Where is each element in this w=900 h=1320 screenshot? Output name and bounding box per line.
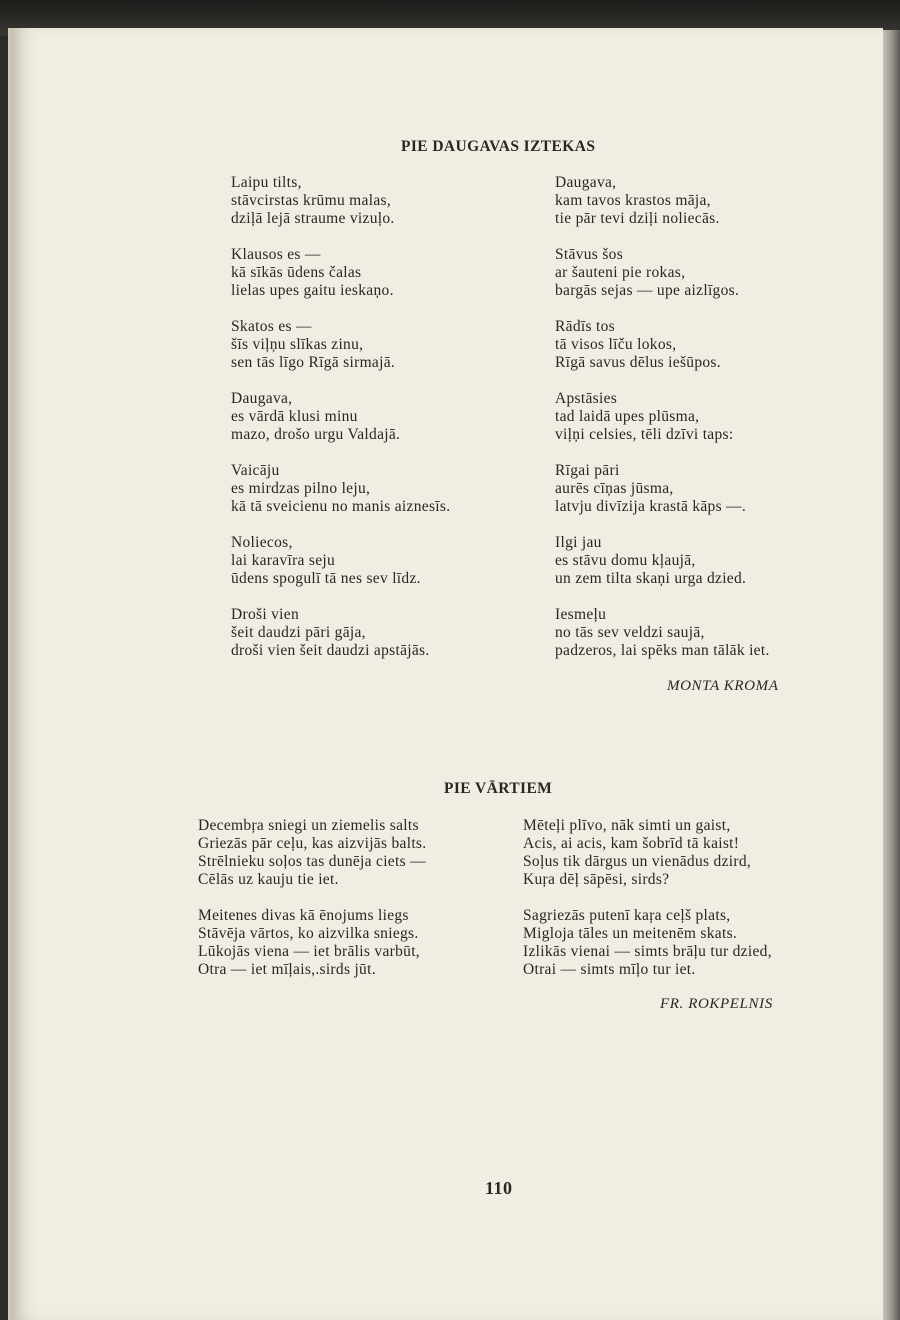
verse-line: Meitenes divas kā ēnojums liegs xyxy=(198,907,409,924)
stanza xyxy=(555,606,770,660)
verse-line: padzeros, lai spēks man tālāk iet. xyxy=(555,642,770,659)
verse-line: Iesmeļu xyxy=(555,606,607,623)
verse-line: kam tavos krastos māja, xyxy=(555,192,711,209)
book-page xyxy=(8,28,883,1320)
poem2-left-column xyxy=(198,817,426,997)
poem1-author: MONTA KROMA xyxy=(667,678,779,694)
stanza xyxy=(555,174,770,228)
verse-line: Soļus tik dārgus un vienādus dzird, xyxy=(523,853,752,870)
verse-line: bargās sejas — upe aizlīgos. xyxy=(555,282,740,299)
verse-line: Skatos es — xyxy=(231,318,312,335)
verse-line: Klausos es — xyxy=(231,246,321,263)
verse-line: tie pār tevi dziļi noliecās. xyxy=(555,210,720,227)
verse-line: Decembŗa sniegi un ziemelis salts xyxy=(198,817,419,834)
poem1-title: PIE DAUGAVAS IZTEKAS xyxy=(401,138,596,155)
stanza xyxy=(555,318,770,372)
verse-line: Rādīs tos xyxy=(555,318,615,335)
verse-line: ar šauteni pie rokas, xyxy=(555,264,686,281)
verse-line: Ilgi jau xyxy=(555,534,602,551)
stanza xyxy=(555,246,770,300)
stanza xyxy=(198,907,426,979)
poem1-left-column xyxy=(231,174,450,678)
verse-line: Griezās pār ceļu, kas aizvijās balts. xyxy=(198,835,427,852)
page-edge-shadow xyxy=(880,30,900,1320)
verse-line: Vaicāju xyxy=(231,462,280,479)
verse-line: kā tā sveicienu no manis aiznesīs. xyxy=(231,498,451,515)
verse-line: viļņi celsies, tēli dzīvi taps: xyxy=(555,426,734,443)
verse-line: dziļā lejā straume vizuļo. xyxy=(231,210,395,227)
verse-line: Lūkojās viena — iet brālis varbūt, xyxy=(198,943,420,960)
verse-line: aurēs cīņas jūsma, xyxy=(555,480,674,497)
verse-line: es mirdzas pilno leju, xyxy=(231,480,371,497)
verse-line: Rīgai pāri xyxy=(555,462,620,479)
verse-line: Sagriezās putenī kaŗa ceļš plats, xyxy=(523,907,731,924)
poem2-title: PIE VĀRTIEM xyxy=(444,780,553,797)
verse-line: šīs viļņu slīkas zinu, xyxy=(231,336,364,353)
poem2-author: FR. ROKPELNIS xyxy=(660,996,773,1012)
verse-line: kā sīkās ūdens čalas xyxy=(231,264,362,281)
poem1-right-column xyxy=(555,174,770,678)
stanza xyxy=(231,462,450,516)
verse-line: Otrai — simts mīļo tur iet. xyxy=(523,961,696,978)
verse-line: tā visos līču lokos, xyxy=(555,336,677,353)
stanza xyxy=(231,390,450,444)
verse-line: es stāvu domu kļaujā, xyxy=(555,552,696,569)
verse-line: lai karavīra seju xyxy=(231,552,336,569)
verse-line: ūdens spogulī tā nes sev līdz. xyxy=(231,570,421,587)
verse-line: Kuŗa dēļ sāpēsi, sirds? xyxy=(523,871,670,888)
verse-line: Apstāsies xyxy=(555,390,618,407)
verse-line: Strēlnieku soļos tas dunēja ciets — xyxy=(198,853,426,870)
verse-line: Daugava, xyxy=(555,174,617,191)
verse-line: Otra — iet mīļais,.sirds jūt. xyxy=(198,961,376,978)
verse-line: Laipu tilts, xyxy=(231,174,302,191)
stanza xyxy=(555,462,770,516)
verse-line: Cēlās uz kauju tie iet. xyxy=(198,871,339,888)
verse-line: Izlikās vienai — simts brāļu tur dzied, xyxy=(523,943,772,960)
verse-line: lielas upes gaitu ieskaņo. xyxy=(231,282,394,299)
poem2-right-column xyxy=(523,817,772,997)
verse-line: Mēteļi plīvo, nāk simti un gaist, xyxy=(523,817,731,834)
stanza xyxy=(231,246,450,300)
stanza xyxy=(231,534,450,588)
verse-line: un zem tilta skaņi urga dzied. xyxy=(555,570,747,587)
verse-line: Daugava, xyxy=(231,390,293,407)
verse-line: latvju divīzija krastā kāps —. xyxy=(555,498,747,515)
verse-line: sen tās līgo Rīgā sirmajā. xyxy=(231,354,396,371)
stanza xyxy=(231,606,450,660)
stanza xyxy=(231,174,450,228)
verse-line: mazo, drošo urgu Valdajā. xyxy=(231,426,401,443)
verse-line: stāvcirstas krūmu malas, xyxy=(231,192,392,209)
verse-line: droši vien šeit daudzi apstājās. xyxy=(231,642,430,659)
stanza xyxy=(555,534,770,588)
page-number: 110 xyxy=(485,1178,513,1198)
verse-line: Noliecos, xyxy=(231,534,293,551)
verse-line: Stāvēja vārtos, ko aizvilka sniegs. xyxy=(198,925,419,942)
stanza xyxy=(523,907,772,979)
stanza xyxy=(555,390,770,444)
verse-line: Stāvus šos xyxy=(555,246,624,263)
verse-line: es vārdā klusi minu xyxy=(231,408,358,425)
stanza xyxy=(523,817,772,889)
verse-line: tad laidā upes plūsma, xyxy=(555,408,700,425)
verse-line: Migloja tāles un meitenēm skats. xyxy=(523,925,738,942)
verse-line: no tās sev veldzi saujā, xyxy=(555,624,705,641)
verse-line: Droši vien xyxy=(231,606,300,623)
verse-line: šeit daudzi pāri gāja, xyxy=(231,624,366,641)
verse-line: Acis, ai acis, kam šobrīd tā kaist! xyxy=(523,835,740,852)
stanza xyxy=(231,318,450,372)
stanza xyxy=(198,817,426,889)
verse-line: Rīgā savus dēlus iešūpos. xyxy=(555,354,721,371)
